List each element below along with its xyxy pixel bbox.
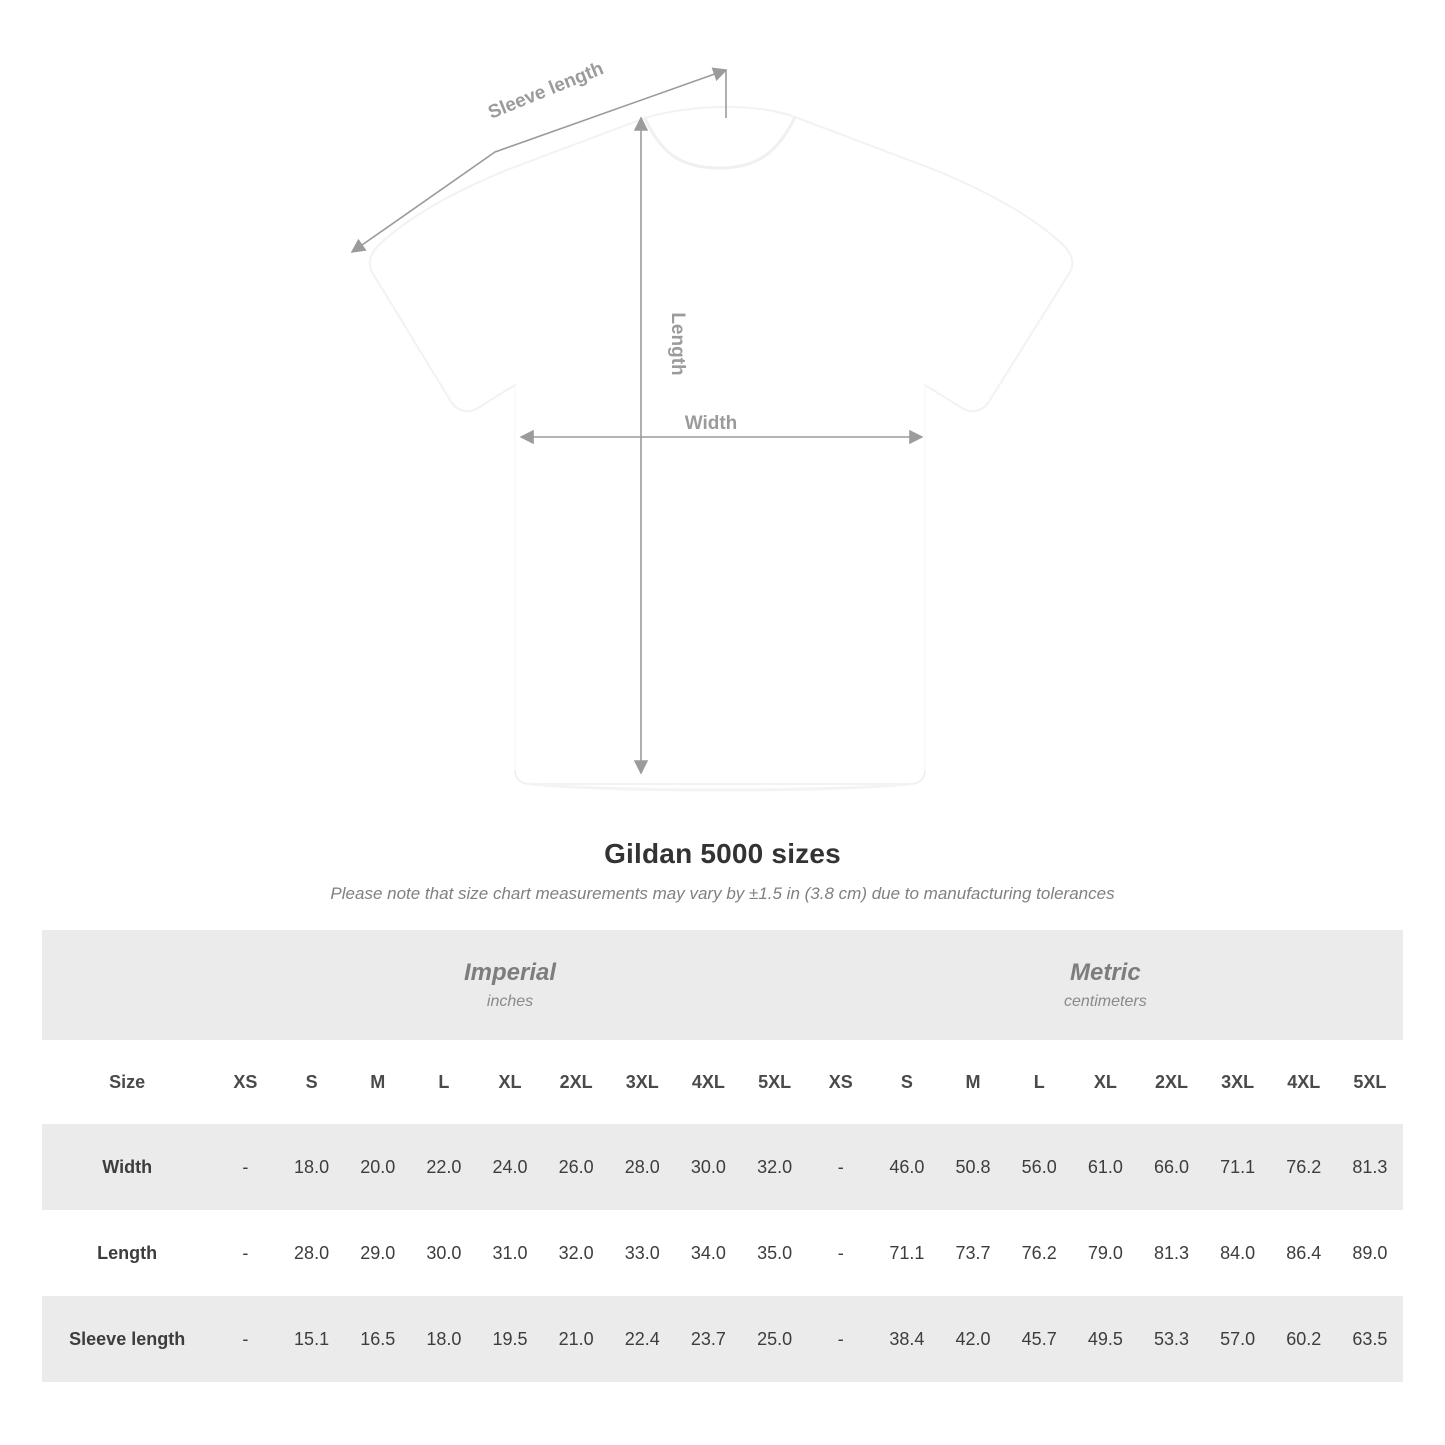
header-metric-xs: XS — [808, 1040, 874, 1124]
cell-width-imperial-5xl: 32.0 — [741, 1124, 807, 1210]
cell-width-metric-xs: - — [808, 1124, 874, 1210]
imperial-name: Imperial — [464, 959, 557, 986]
cell-sleeve-metric-3xl: 57.0 — [1205, 1296, 1271, 1382]
header-metric-3xl: 3XL — [1205, 1040, 1271, 1124]
cell-sleeve-metric-2xl: 53.3 — [1138, 1296, 1204, 1382]
cell-sleeve-imperial-m: 16.5 — [345, 1296, 411, 1382]
cell-length-imperial-xs: - — [212, 1210, 278, 1296]
cell-width-metric-2xl: 66.0 — [1138, 1124, 1204, 1210]
cell-sleeve-imperial-xl: 19.5 — [477, 1296, 543, 1382]
header-imperial-xs: XS — [212, 1040, 278, 1124]
header-metric-m: M — [940, 1040, 1006, 1124]
header-imperial-s: S — [279, 1040, 345, 1124]
imperial-sub: inches — [486, 993, 534, 1010]
cell-width-imperial-l: 22.0 — [411, 1124, 477, 1210]
header-metric-xl: XL — [1072, 1040, 1138, 1124]
header-imperial-3xl: 3XL — [609, 1040, 675, 1124]
row-label-width: Width — [42, 1124, 212, 1210]
cell-width-metric-xl: 61.0 — [1072, 1124, 1138, 1210]
cell-length-metric-4xl: 86.4 — [1271, 1210, 1337, 1296]
cell-length-metric-s: 71.1 — [874, 1210, 940, 1296]
cell-width-imperial-s: 18.0 — [279, 1124, 345, 1210]
length-label: Length — [667, 312, 688, 376]
header-metric-2xl: 2XL — [1138, 1040, 1204, 1124]
cell-sleeve-imperial-xs: - — [212, 1296, 278, 1382]
header-metric-4xl: 4XL — [1271, 1040, 1337, 1124]
header-imperial-2xl: 2XL — [543, 1040, 609, 1124]
size-table — [42, 930, 1403, 1382]
cell-sleeve-imperial-3xl: 22.4 — [609, 1296, 675, 1382]
cell-length-imperial-5xl: 35.0 — [741, 1210, 807, 1296]
size-header-row — [42, 1040, 1403, 1124]
header-metric-5xl: 5XL — [1337, 1040, 1403, 1124]
metric-name: Metric — [1070, 959, 1141, 986]
header-imperial-l: L — [411, 1040, 477, 1124]
width-label: Width — [684, 413, 738, 434]
table-row — [42, 1124, 1403, 1210]
header-metric-s: S — [874, 1040, 940, 1124]
cell-sleeve-imperial-s: 15.1 — [279, 1296, 345, 1382]
cell-width-metric-3xl: 71.1 — [1205, 1124, 1271, 1210]
header-imperial-xl: XL — [477, 1040, 543, 1124]
cell-width-metric-5xl: 81.3 — [1337, 1124, 1403, 1210]
cell-sleeve-metric-xl: 49.5 — [1072, 1296, 1138, 1382]
cell-width-imperial-xl: 24.0 — [477, 1124, 543, 1210]
cell-width-metric-l: 56.0 — [1006, 1124, 1072, 1210]
cell-length-imperial-s: 28.0 — [279, 1210, 345, 1296]
cell-width-metric-4xl: 76.2 — [1271, 1124, 1337, 1210]
cell-width-metric-s: 46.0 — [874, 1124, 940, 1210]
cell-sleeve-metric-5xl: 63.5 — [1337, 1296, 1403, 1382]
row-label-length: Length — [42, 1210, 212, 1296]
unit-header-spacer — [42, 930, 212, 1040]
cell-length-imperial-4xl: 34.0 — [675, 1210, 741, 1296]
cell-sleeve-metric-4xl: 60.2 — [1271, 1296, 1337, 1382]
size-table-wrap — [42, 930, 1403, 1382]
tolerance-note: Please note that size chart measurements may vary by ±1.5 in (3.8 cm) due to manufacturing tolerances — [330, 884, 1115, 903]
cell-sleeve-imperial-l: 18.0 — [411, 1296, 477, 1382]
metric-sub: centimeters — [1064, 993, 1147, 1010]
cell-length-imperial-2xl: 32.0 — [543, 1210, 609, 1296]
header-metric-l: L — [1006, 1040, 1072, 1124]
tshirt-shape — [370, 107, 1073, 790]
cell-width-imperial-3xl: 28.0 — [609, 1124, 675, 1210]
table-row — [42, 1296, 1403, 1382]
cell-sleeve-metric-m: 42.0 — [940, 1296, 1006, 1382]
header-imperial-m: M — [345, 1040, 411, 1124]
cell-length-metric-2xl: 81.3 — [1138, 1210, 1204, 1296]
cell-length-imperial-3xl: 33.0 — [609, 1210, 675, 1296]
header-imperial-4xl: 4XL — [675, 1040, 741, 1124]
cell-width-imperial-2xl: 26.0 — [543, 1124, 609, 1210]
unit-header-imperial — [212, 930, 807, 1040]
cell-length-imperial-xl: 31.0 — [477, 1210, 543, 1296]
cell-sleeve-metric-s: 38.4 — [874, 1296, 940, 1382]
cell-sleeve-metric-xs: - — [808, 1296, 874, 1382]
cell-sleeve-imperial-4xl: 23.7 — [675, 1296, 741, 1382]
cell-width-imperial-m: 20.0 — [345, 1124, 411, 1210]
cell-length-metric-5xl: 89.0 — [1337, 1210, 1403, 1296]
title-block — [0, 838, 1445, 904]
cell-length-metric-xs: - — [808, 1210, 874, 1296]
page-title: Gildan 5000 sizes — [604, 838, 841, 869]
unit-header-row — [42, 930, 1403, 1040]
row-label-sleeve-length: Sleeve length — [42, 1296, 212, 1382]
unit-header-metric — [808, 930, 1403, 1040]
cell-sleeve-imperial-5xl: 25.0 — [741, 1296, 807, 1382]
size-header-label: Size — [42, 1040, 212, 1124]
header-imperial-5xl: 5XL — [741, 1040, 807, 1124]
cell-length-imperial-l: 30.0 — [411, 1210, 477, 1296]
cell-length-metric-xl: 79.0 — [1072, 1210, 1138, 1296]
cell-width-imperial-4xl: 30.0 — [675, 1124, 741, 1210]
cell-length-imperial-m: 29.0 — [345, 1210, 411, 1296]
cell-sleeve-imperial-2xl: 21.0 — [543, 1296, 609, 1382]
table-row — [42, 1210, 1403, 1296]
cell-length-metric-l: 76.2 — [1006, 1210, 1072, 1296]
cell-length-metric-m: 73.7 — [940, 1210, 1006, 1296]
cell-length-metric-3xl: 84.0 — [1205, 1210, 1271, 1296]
cell-width-metric-m: 50.8 — [940, 1124, 1006, 1210]
sleeve-length-label: Sleeve length — [485, 58, 607, 124]
cell-sleeve-metric-l: 45.7 — [1006, 1296, 1072, 1382]
cell-width-imperial-xs: - — [212, 1124, 278, 1210]
